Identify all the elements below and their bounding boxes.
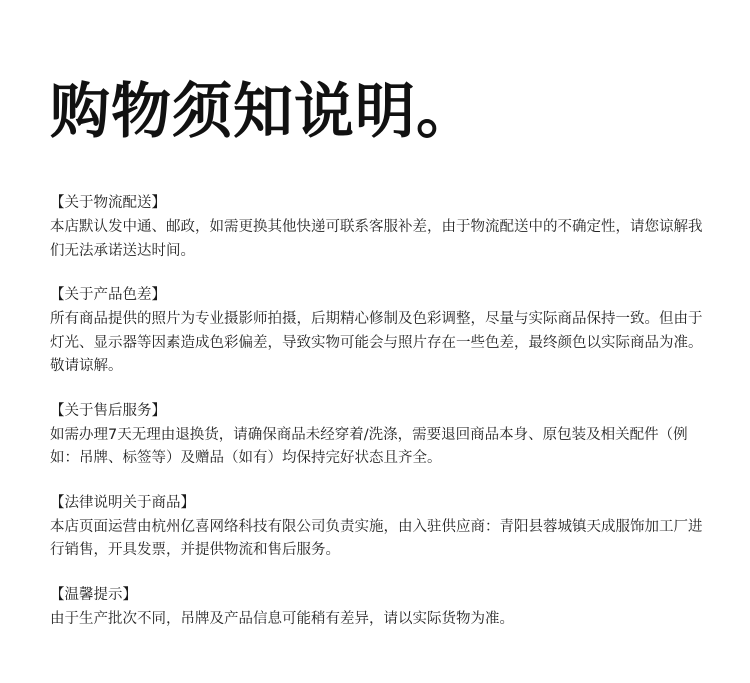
section-tips [50,585,710,632]
section-heading: 【关于售后服务】 [50,402,166,419]
section-heading: 【法律说明关于商品】 [50,494,195,511]
section-heading: 【温馨提示】 [50,586,137,603]
section-heading: 【关于产品色差】 [50,287,166,303]
section-color-difference [50,285,710,379]
section-body: 所有商品提供的照片为专业摄影师拍摄，后期精心修制及色彩调整，尽量与实际商品保持一致。但由于灯光、显示器等因素造成色彩偏差，导致实物可能会与照片存在一些色差，最终颜色以实际商品为准。敬请谅解。 [50,311,703,374]
section-body: 如需办理7天无理由退换货，请确保商品未经穿着/洗涤，需要退回商品本身、原包装及相关配件（例如：吊牌、标签等）及赠品（如有）均保持完好状态且齐全。 [50,426,688,466]
notice-sections [50,193,710,653]
section-legal [50,493,710,563]
section-heading: 【关于物流配送】 [50,195,166,211]
section-body: 本店默认发中通、邮政，如需更换其他快递可联系客服补差，由于物流配送中的不确定性，请您谅解我们无法承诺送达时间。 [50,219,703,259]
section-after-sales [50,401,710,471]
section-logistics [50,193,710,263]
page-title: 购物须知说明。 [50,77,477,147]
section-body: 本店页面运营由杭州亿喜网络科技有限公司负责实施，由入驻供应商：青阳县蓉城镇天成服饰加工厂进行销售，开具发票，并提供物流和售后服务。 [50,518,703,558]
section-body: 由于生产批次不同，吊牌及产品信息可能稍有差异，请以实际货物为准。 [50,610,514,627]
